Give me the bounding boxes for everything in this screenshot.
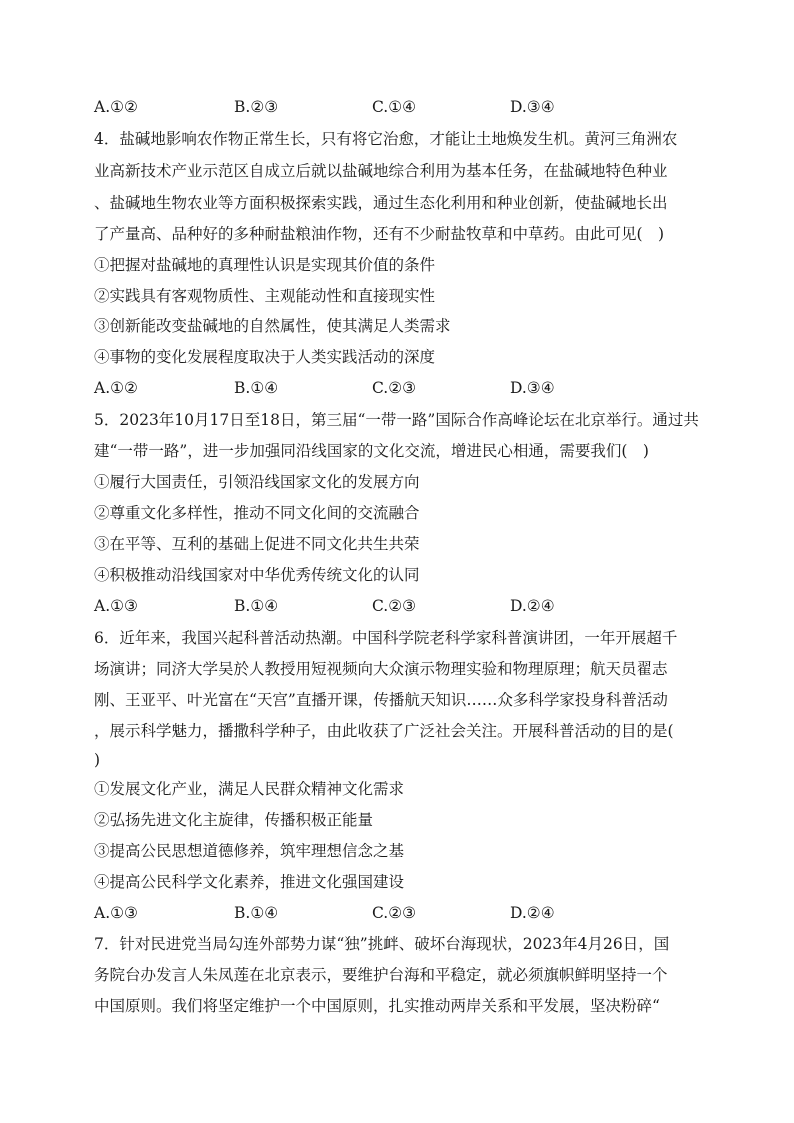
q6-option-b[interactable]: B.①④ xyxy=(234,904,279,922)
q4-statement: ②实践具有客观物质性、主观能动性和直接现实性 xyxy=(94,287,436,305)
q5-statement: ④积极推动沿线国家对中华优秀传统文化的认同 xyxy=(94,566,420,584)
q4-stem-line: 、盐碱地生物农业等方面积极探索实践，通过生态化利用和种业创新，使盐碱地长出 xyxy=(94,194,668,212)
q6-options xyxy=(94,903,694,923)
q6-option-d[interactable]: D.②④ xyxy=(510,904,555,922)
q4-stem-line: 了产量高、品种好的多种耐盐粮油作物，还有不少耐盐牧草和中草药。由此可见( ) xyxy=(94,225,665,243)
q4-option-c[interactable]: C.②③ xyxy=(372,379,417,397)
q6-statement: ①发展文化产业，满足人民群众精神文化需求 xyxy=(94,780,405,798)
q3-options xyxy=(94,97,694,117)
q7-stem-line: 务院台办发言人朱凤莲在北京表示，要维护台海和平稳定，就必须旗帜鲜明坚持一个 xyxy=(94,966,668,984)
q3-option-a[interactable]: A.①② xyxy=(94,98,138,116)
q4-statement: ③创新能改变盐碱地的自然属性，使其满足人类需求 xyxy=(94,317,451,335)
q5-statement: ③在平等、互利的基础上促进不同文化共生共荣 xyxy=(94,535,420,553)
q5-options xyxy=(94,596,694,616)
q5-option-c[interactable]: C.②③ xyxy=(372,597,417,615)
q6-statement: ③提高公民思想道德修养，筑牢理想信念之基 xyxy=(94,842,405,860)
q4-option-a[interactable]: A.①② xyxy=(94,379,138,397)
q6-stem-line: 场演讲；同济大学吴於人教授用短视频向大众演示物理实验和物理原理；航天员翟志 xyxy=(94,660,668,678)
q5-option-a[interactable]: A.①③ xyxy=(94,597,138,615)
q6-stem-line: ) xyxy=(94,751,101,769)
q4-option-b[interactable]: B.①④ xyxy=(234,379,279,397)
q5-statement: ①履行大国责任，引领沿线国家文化的发展方向 xyxy=(94,473,420,491)
q5-option-d[interactable]: D.②④ xyxy=(510,597,555,615)
q3-option-d[interactable]: D.③④ xyxy=(510,98,555,116)
q5-stem-line: 5．2023年10月17日至18日，第三届“一带一路”国际合作高峰论坛在北京举行。通过共 xyxy=(94,411,699,429)
q4-statement: ①把握对盐碱地的真理性认识是实现其价值的条件 xyxy=(94,256,436,274)
q6-stem-line: ，展示科学魅力，播撒科学种子，由此收获了广泛社会关注。开展科普活动的目的是( xyxy=(94,722,674,740)
q6-statement: ④提高公民科学文化素养，推进文化强国建设 xyxy=(94,873,405,891)
q5-stem-line: 建“一带一路”，进一步加强同沿线国家的文化交流，增进民心相通，需要我们( ) xyxy=(94,442,649,460)
q6-stem-line: 6．近年来，我国兴起科普活动热潮。中国科学院老科学家科普演讲团，一年开展超千 xyxy=(94,629,678,647)
q4-statement: ④事物的变化发展程度取决于人类实践活动的深度 xyxy=(94,348,436,366)
q6-option-c[interactable]: C.②③ xyxy=(372,904,417,922)
q4-stem-line: 业高新技术产业示范区自成立后就以盐碱地综合利用为基本任务，在盐碱地特色种业 xyxy=(94,162,668,180)
q5-statement: ②尊重文化多样性，推动不同文化间的交流融合 xyxy=(94,504,420,522)
q4-options xyxy=(94,378,694,398)
q3-option-b[interactable]: B.②③ xyxy=(234,98,279,116)
q7-stem-line: 中国原则。我们将坚定维护一个中国原则，扎实推动两岸关系和平发展，坚决粉碎“ xyxy=(94,997,660,1015)
q6-stem-line: 刚、王亚平、叶光富在“天宫”直播开课，传播航天知识……众多科学家投身科普活动 xyxy=(94,691,668,709)
q5-option-b[interactable]: B.①④ xyxy=(234,597,279,615)
q7-stem-line: 7．针对民进党当局勾连外部势力谋“独”挑衅、破坏台海现状，2023年4月26日，国 xyxy=(94,935,670,953)
q4-stem-line: 4．盐碱地影响农作物正常生长，只有将它治愈，才能让土地焕发生机。黄河三角洲农 xyxy=(94,130,678,148)
q3-option-c[interactable]: C.①④ xyxy=(372,98,417,116)
q6-option-a[interactable]: A.①③ xyxy=(94,904,138,922)
q4-option-d[interactable]: D.③④ xyxy=(510,379,555,397)
q6-statement: ②弘扬先进文化主旋律，传播积极正能量 xyxy=(94,811,374,829)
